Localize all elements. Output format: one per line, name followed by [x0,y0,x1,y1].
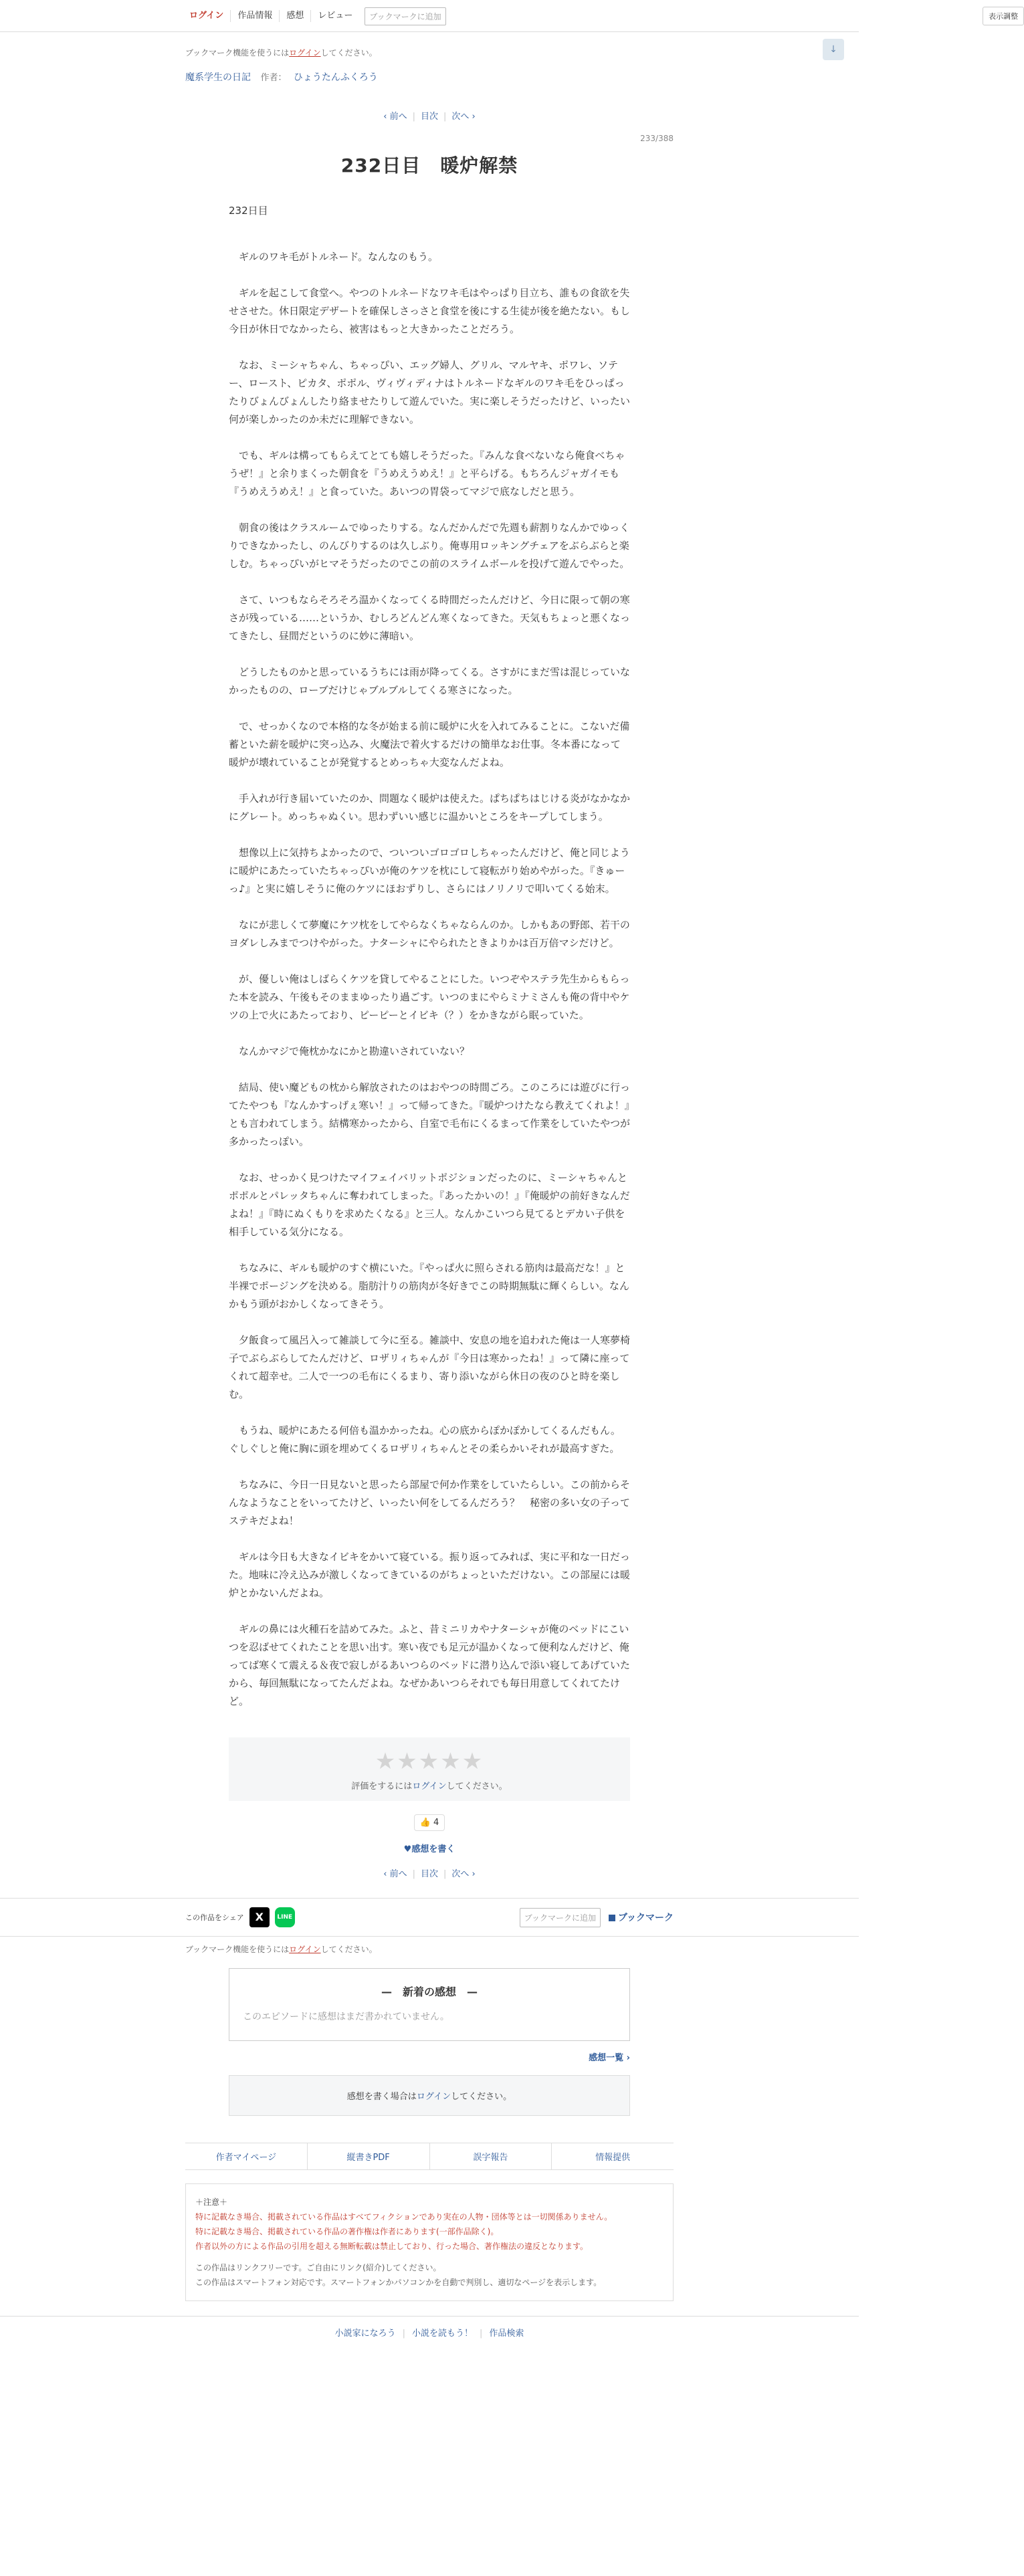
top-nav [185,0,446,32]
utility-links [185,2143,674,2170]
caution-box [185,2183,674,2301]
like-count: 4 [433,1818,439,1828]
review-list-link[interactable]: 感想一覧 › [589,2053,630,2063]
caution-line: この作品はスマートフォン対応です。スマートフォンかパソコンかを自動で判別し、適切なページを表示します。 [195,2278,602,2287]
toc-link-bottom[interactable]: 目次 [420,1869,438,1879]
bookmark-link[interactable]: ブックマーク [609,1911,674,1924]
body-paragraph: もうね、暖炉にあたる何倍も温かかったね。心の底からぽかぽかしてくるんだもん。ぐしぐしと俺に胸に頭を埋めてくるロザリィちゃんとその柔らかいそれが最高すぎた。 [229,1424,621,1455]
body-paragraph: 結局、使い魔どもの枕から解放されたのはおやつの時間ごろ。このころには遊びに行ってたやつも『なんかすっげぇ寒い！』って帰ってきた。『暖炉つけたなら教えてくれよ！』とも言われてしまう。結構寒かったから、自室で毛布にくるまって作業をしていたやつが多かったっぽい。 [229,1081,631,1148]
next-link-bottom[interactable]: 次へ › [451,1869,476,1879]
pager-top: ‹ 前へ | 目次 | 次へ › [185,109,674,122]
body-paragraph: 夕飯食って風呂入って雑談して今に至る。雑談中、安息の地を追われた俺は一人寒夢椅子でぶらぶらしてたんだけど、ロザリィちゃんが『今日は寒かったね！』って隣に座ってくれて超幸せ。二人で一つの毛布にくるまり、寄り添いながら休日の夜のひと時を楽しむ。 [229,1334,631,1400]
body-paragraph: なんかマジで俺枕かなにかと勘違いされていない？ [229,1045,470,1057]
share-right [520,1908,674,1927]
write-review-login-link[interactable]: ログイン [416,2092,451,2102]
episode-body [229,202,630,1711]
prev-link[interactable]: ‹ 前へ [383,112,407,122]
display-settings-button[interactable]: 表示調整 [983,7,1024,25]
footer-link-yomou[interactable]: 小説を読もう！ [411,2329,473,2339]
author-link[interactable]: ひょうたんふくろう [293,72,378,83]
body-paragraph: どうしたものかと思っているうちには雨が降ってくる。さすがにまだ雪は混じっていなかったものの、ローブだけじゃブルブルしてくる寒さになった。 [229,666,631,696]
footer-link-search[interactable]: 作品検索 [489,2329,524,2339]
notice-login-link[interactable]: ログイン [289,48,321,58]
nav-reviews[interactable]: レビュー [318,11,353,21]
body-paragraph: ギルを起こして食堂へ。やつのトルネードなワキ毛はやっぱり目立ち、誰もの食欲を失せさせた。休日限定デザートを確保しさっさと食堂を後にする生徒が後を絶たない。もし今日が休日でなかったら、被害はもっと大きかったことだろう。 [229,287,631,335]
no-reviews-text: このエピソードに感想はまだ書かれていません。 [243,2012,449,2022]
rating-note: 評価をするにはログインしてください。 [351,1782,508,1792]
body-paragraph: さて、いつもならそろそろ温かくなってくる時間だったんだけど、今日に限って朝の寒さが残っている……というか、むしろどんどん寒くなってきた。天気もちょっと悪くなってきたし、昼間だというのに妙に薄暗い。 [229,594,631,642]
notice-login-link-bottom[interactable]: ログイン [289,1945,321,1954]
body-paragraph: ギルは今日も大きなイビキをかいて寝ている。振り返ってみれば、実に平和な一日だった。地味に冷え込みが激しくなってきているのがちょっといただけない。この部屋には暖炉とかないんだよね。 [229,1551,631,1599]
body-paragraph: ちなみに、ギルも暖炉のすぐ横にいた。『やっぱ火に照らされる筋肉は最高だな！』と半裸でポージングを決める。脂肪汁りの筋肉が冬好きでこの時期無駄に輝くらしい。なんかもう頭がおかしくなってきそう。 [229,1262,630,1310]
caution-line: 作者以外の方による作品の引用を超える無断転載は禁止しており、行った場合、著作権法の違反となります。 [195,2242,589,2251]
caution-line: この作品はリンクフリーです。ご自由にリンク(紹介)してください。 [195,2263,441,2272]
share-bar [0,1898,859,1936]
vertical-pdf-link[interactable]: 縦書きPDF [308,2143,430,2169]
thumbs-up-icon: 👍 [419,1818,431,1828]
likes [185,1814,674,1831]
login-link[interactable]: ログイン [185,10,231,22]
nav-work-info[interactable]: 作品情報 [231,10,280,22]
body-paragraph: 手入れが行き届いていたのか、問題なく暖炉は使えた。ぱちぱちはじける炎がなかなかにグレート。めっちゃぬくい。思わずいい感じに温かいところをキープしてしまう。 [229,792,631,823]
next-link[interactable]: 次へ › [451,112,476,122]
nav-impressions[interactable]: 感想 [280,10,311,22]
latest-reviews-box [229,1968,630,2041]
caution-line: 特に記載なき場合、掲載されている作品はすべてフィクションであり実在の人物・団体等とは一切関係ありません。 [195,2212,613,2222]
body-paragraph: ちなみに、今日一日見ないと思ったら部屋で何か作業をしていたらしい。この前からそんなようなことをいってたけど、いったい何をしてるんだろう？ 秘密の多い女の子ってステキだよね！ [229,1479,631,1527]
typo-report-link[interactable]: 誤字報告 [430,2143,552,2169]
caution-line: 特に記載なき場合、掲載されている作品の著作権は作者にあります(一部作品除く)。 [195,2227,499,2236]
body-paragraph: 232日目 [229,205,268,217]
series-title-link[interactable]: 魔系学生の日記 [185,72,251,83]
star-rating[interactable]: ★★★★★ [375,1748,484,1775]
scroll-down-icon[interactable]: ↓ [823,39,844,60]
body-paragraph: なお、せっかく見つけたマイフェイバリットポジションだったのに、ミーシャちゃんとポポルとパレッタちゃんに奪われてしまった。『あったかいの！』『俺暖炉の前好きなんだよね！』『時にぬくもりを求めたくなる』と三人。なんかこいつら見てるとデカい子供を相手している気分になる。 [229,1172,630,1238]
body-paragraph: でも、ギルは構ってもらえてとても嬉しそうだった。『みんな食べないなら俺食べちゃうぜ！』と余りまくった朝食を『うめえうめえ！』と平らげる。もちろんジャガイモも『うめえうめえ！』と食っていた。あいつの胃袋ってマジで底なしだと思う。 [229,449,625,498]
bookmark-notice-bottom: ブックマーク機能を使うにはログインしてください。 [0,1936,859,1955]
write-review-link[interactable]: ♥感想を書く [403,1844,455,1854]
series-info [185,70,674,84]
caution-heading: ＋注意＋ [195,2197,228,2207]
footer-link-narou[interactable]: 小説家になろう [334,2329,396,2339]
rating-login-link[interactable]: ログイン [412,1782,447,1792]
like-button[interactable] [414,1814,445,1831]
bookmark-add-button-bottom[interactable]: ブックマークに追加 [520,1908,601,1927]
body-paragraph: なにが悲しくて夢魔にケツ枕をしてやらなくちゃならんのか。しかもあの野郎、若干のヨダレしみまでつけやがった。ナターシャにやられたときよりかは百万倍マシだけど。 [229,919,630,949]
bookmark-add-button-top[interactable]: ブックマークに追加 [365,7,445,25]
x-share-icon[interactable]: X [249,1907,270,1927]
bookmark-notice-top: ブックマーク機能を使うにはログインしてください。 [185,48,377,58]
bookmark-icon [609,1915,615,1921]
rating-box [229,1737,630,1801]
body-paragraph: なお、ミーシャちゃん、ちゃっぴい、エッグ婦人、グリル、マルヤキ、ポワレ、ソテー、ロースト、ピカタ、ポポル、ヴィヴィディナはトルネードなギルのワキ毛をひっぱったりびょんびょんしたり絡ませたりして遊んでいた。実に楽しそうだったけど、いったい何が楽しかったのか未だに理解できない。 [229,359,631,425]
share-label: この作品をシェア [185,1913,244,1922]
body-paragraph: ギルの鼻には火種石を詰めてみた。ふと、昔ミニリカやナターシャが俺のベッドにこいつを忍ばせてくれたことを思い出す。寒い夜でも足元が温かくなって便利なんだけど、俺ってば寒くて震える＆夜で寂しがるあいつらのベッドに潜り込んで添い寝してあげていたから、毎回無駄になってたんだよね。なぜかあいつらそれでも毎日用意してくれてたけど。 [229,1623,631,1707]
prev-link-bottom[interactable]: ‹ 前へ [383,1869,407,1879]
body-paragraph: 朝食の後はクラスルームでゆったりする。なんだかんだで先週も薪割りなんかでゆっくりできなかったし、のんびりするのは久しぶり。俺専用ロッキングチェアをぶらぶらと楽しむ。ちゃっぴいがヒマそうだったのでこの前のスライムボールを投げて遊んでやった。 [229,522,630,570]
body-paragraph: 想像以上に気持ちよかったので、ついついゴロゴロしちゃったんだけど、俺と同じように暖炉にあたっていたちゃっぴいが俺のケツを枕にして寝転がり始めやがった。『きゅーっ♪』と実に嬉しそうに俺のケツにほおずりし、さらにはノリノリで叩いてくる始末。 [229,847,630,895]
body-paragraph: ギルのワキ毛がトルネード。なんなのもう。 [229,251,439,263]
body-paragraph: で、せっかくなので本格的な冬が始まる前に暖炉に火を入れてみることに。こないだ備蓄といた薪を暖炉に突っ込み、火魔法で着火するだけの簡単なお仕事。冬本番になって暖炉が壊れていることが発覚するとめっちゃ大変なんだよね。 [229,720,630,768]
write-review-box: 感想を書く場合はログインしてください。 [229,2075,630,2116]
top-bar [0,0,1018,32]
author-mypage-link[interactable]: 作者マイページ [185,2143,308,2169]
info-report-link[interactable]: 情報提供 [595,2153,631,2163]
episode-title: 232日目 暖炉解禁 [340,154,518,177]
body-paragraph: が、優しい俺はしばらくケツを貸してやることにした。いつぞやステラ先生からもらった本を読み、午後もそのままゆったり過ごす。いつのまにやらミナミさんも俺の背中やケツの上で火にあたっており、ピーピーとイビキ（？）をかきながら眠っていた。 [229,973,630,1021]
episode-progress: 233/388 [640,134,674,143]
pager-bottom: ‹ 前へ | 目次 | 次へ › [185,1866,674,1879]
toc-link[interactable]: 目次 [420,112,438,122]
line-share-icon[interactable]: LINE [275,1907,295,1927]
latest-reviews-heading: — 新着の感想 — [381,1985,478,1998]
author-label: 作者： [260,73,287,83]
footer-nav: 小説家になろう | 小説を読もう！ | 作品検索 [0,2316,859,2347]
